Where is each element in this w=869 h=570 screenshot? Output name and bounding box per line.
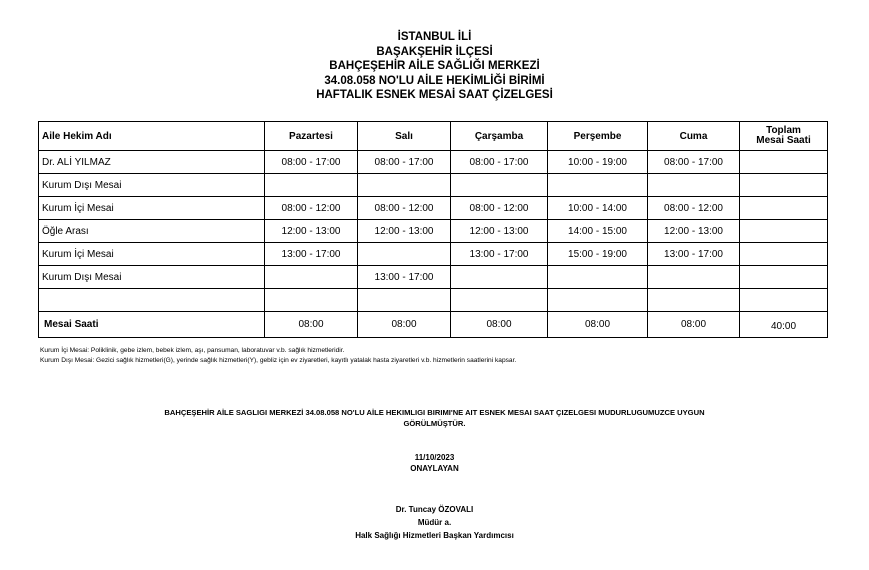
- title-line: HAFTALIK ESNEK MESAİ SAAT ÇİZELGESİ: [316, 89, 553, 102]
- time-cell: [648, 289, 740, 312]
- signatory-title: Müdür a.: [417, 518, 452, 527]
- total-cell: [740, 220, 828, 243]
- time-cell: 12:00 - 13:00: [451, 220, 548, 243]
- row-label: Kurum Dışı Mesai: [39, 266, 265, 289]
- time-cell: [358, 174, 451, 197]
- footnotes: [40, 346, 516, 366]
- summary-cell: 08:00: [265, 312, 358, 338]
- column-header: Pazartesi: [265, 122, 358, 151]
- total-cell: [740, 243, 828, 266]
- time-cell: [265, 174, 358, 197]
- schedule-table: [38, 121, 828, 338]
- total-cell: [740, 197, 828, 220]
- row-label: Öğle Arası: [39, 220, 265, 243]
- time-cell: 13:00 - 17:00: [358, 266, 451, 289]
- time-cell: 14:00 - 15:00: [548, 220, 648, 243]
- time-cell: [648, 174, 740, 197]
- time-cell: [358, 289, 451, 312]
- time-cell: [451, 289, 548, 312]
- signatory-block: [0, 503, 869, 542]
- time-cell: 08:00 - 12:00: [358, 197, 451, 220]
- signatory-position: Halk Sağlığı Hizmetleri Başkan Yardımcısı: [355, 531, 514, 540]
- title-line: İSTANBUL İLİ: [397, 31, 472, 43]
- summary-cell: 08:00: [648, 312, 740, 338]
- table-header-row: [39, 122, 828, 151]
- row-label: [39, 289, 265, 312]
- time-cell: [358, 243, 451, 266]
- time-cell: 15:00 - 19:00: [548, 243, 648, 266]
- time-cell: 13:00 - 17:00: [451, 243, 548, 266]
- row-label: Dr. ALİ YILMAZ: [39, 151, 265, 174]
- row-label: Kurum İçi Mesai: [39, 243, 265, 266]
- document-title: [0, 30, 869, 103]
- time-cell: [548, 289, 648, 312]
- time-cell: 08:00 - 17:00: [451, 151, 548, 174]
- time-cell: 13:00 - 17:00: [265, 243, 358, 266]
- time-cell: 08:00 - 17:00: [358, 151, 451, 174]
- table-row: [39, 289, 828, 312]
- total-cell: [740, 174, 828, 197]
- title-line: BAŞAKŞEHİR İLÇESİ: [376, 45, 493, 58]
- title-line: BAHÇEŞEHİR AİLE SAĞLIĞI MERKEZİ: [329, 60, 540, 73]
- time-cell: 12:00 - 13:00: [358, 220, 451, 243]
- time-cell: 13:00 - 17:00: [648, 243, 740, 266]
- time-cell: [265, 266, 358, 289]
- total-cell: [740, 289, 828, 312]
- table-row: [39, 151, 828, 174]
- approval-line: GÖRÜLMÜŞTÜR.: [403, 419, 466, 428]
- time-cell: 08:00 - 17:00: [265, 151, 358, 174]
- summary-row: [39, 312, 828, 338]
- summary-label: Mesai Saati: [39, 312, 265, 338]
- summary-cell: 08:00: [358, 312, 451, 338]
- time-cell: 12:00 - 13:00: [265, 220, 358, 243]
- time-cell: [265, 289, 358, 312]
- column-header-total: [740, 122, 828, 151]
- time-cell: 10:00 - 14:00: [548, 197, 648, 220]
- table-row: [39, 174, 828, 197]
- time-cell: 08:00 - 12:00: [648, 197, 740, 220]
- column-header: Çarşamba: [451, 122, 548, 151]
- approver-label: ONAYLAYAN: [410, 464, 459, 473]
- time-cell: 08:00 - 12:00: [451, 197, 548, 220]
- time-cell: [451, 174, 548, 197]
- approval-date: 11/10/2023: [414, 453, 455, 462]
- grand-total-cell: 40:00: [740, 312, 828, 338]
- total-cell: [740, 266, 828, 289]
- summary-cell: 08:00: [548, 312, 648, 338]
- footnote: Kurum İçi Mesai: Poliklinik, gebe izlem, bebek izlem, aşı, pansuman, laboratuvar v.b. sağlık hizmetleridir.: [40, 347, 345, 354]
- title-line: 34.08.058 NO'LU AİLE HEKİMLİĞİ BİRİMİ: [324, 74, 545, 87]
- summary-cell: 08:00: [451, 312, 548, 338]
- row-label: Kurum İçi Mesai: [39, 197, 265, 220]
- time-cell: 12:00 - 13:00: [648, 220, 740, 243]
- approval-statement: [0, 407, 869, 429]
- total-cell: [740, 151, 828, 174]
- table-row: [39, 266, 828, 289]
- signatory-name: Dr. Tuncay ÖZOVALI: [395, 505, 474, 514]
- time-cell: [548, 174, 648, 197]
- total-header-line: Mesai Saati: [756, 135, 811, 146]
- time-cell: [548, 266, 648, 289]
- time-cell: 08:00 - 12:00: [265, 197, 358, 220]
- footnote: Kurum Dışı Mesai: Gezici sağlık hizmetleri(G), yerinde sağlık hizmetleri(Y), gebliz için ev ziyaretleri, kayıtlı yatalak hasta ziyaretleri v.b. hizmetlerin saatlerini kapsar.: [40, 357, 517, 364]
- row-label: Kurum Dışı Mesai: [39, 174, 265, 197]
- time-cell: [451, 266, 548, 289]
- table-row: [39, 243, 828, 266]
- column-header: Cuma: [648, 122, 740, 151]
- table-row: [39, 220, 828, 243]
- column-header: Aile Hekim Adı: [39, 122, 265, 151]
- time-cell: 08:00 - 17:00: [648, 151, 740, 174]
- column-header: Salı: [358, 122, 451, 151]
- column-header: Perşembe: [548, 122, 648, 151]
- approval-line: BAHÇEŞEHİR AİLE SAGLIGI MERKEZİ 34.08.058 NO'LU AİLE HEKIMLIGI BIRIMI'NE AIT ESNEK MESAI SAAT ÇIZELGESI MUDURLUGUMUZCE UYGUN: [164, 408, 705, 417]
- approval-date-block: [0, 452, 869, 474]
- time-cell: 10:00 - 19:00: [548, 151, 648, 174]
- time-cell: [648, 266, 740, 289]
- total-header-line: Toplam: [766, 125, 801, 136]
- table-row: [39, 197, 828, 220]
